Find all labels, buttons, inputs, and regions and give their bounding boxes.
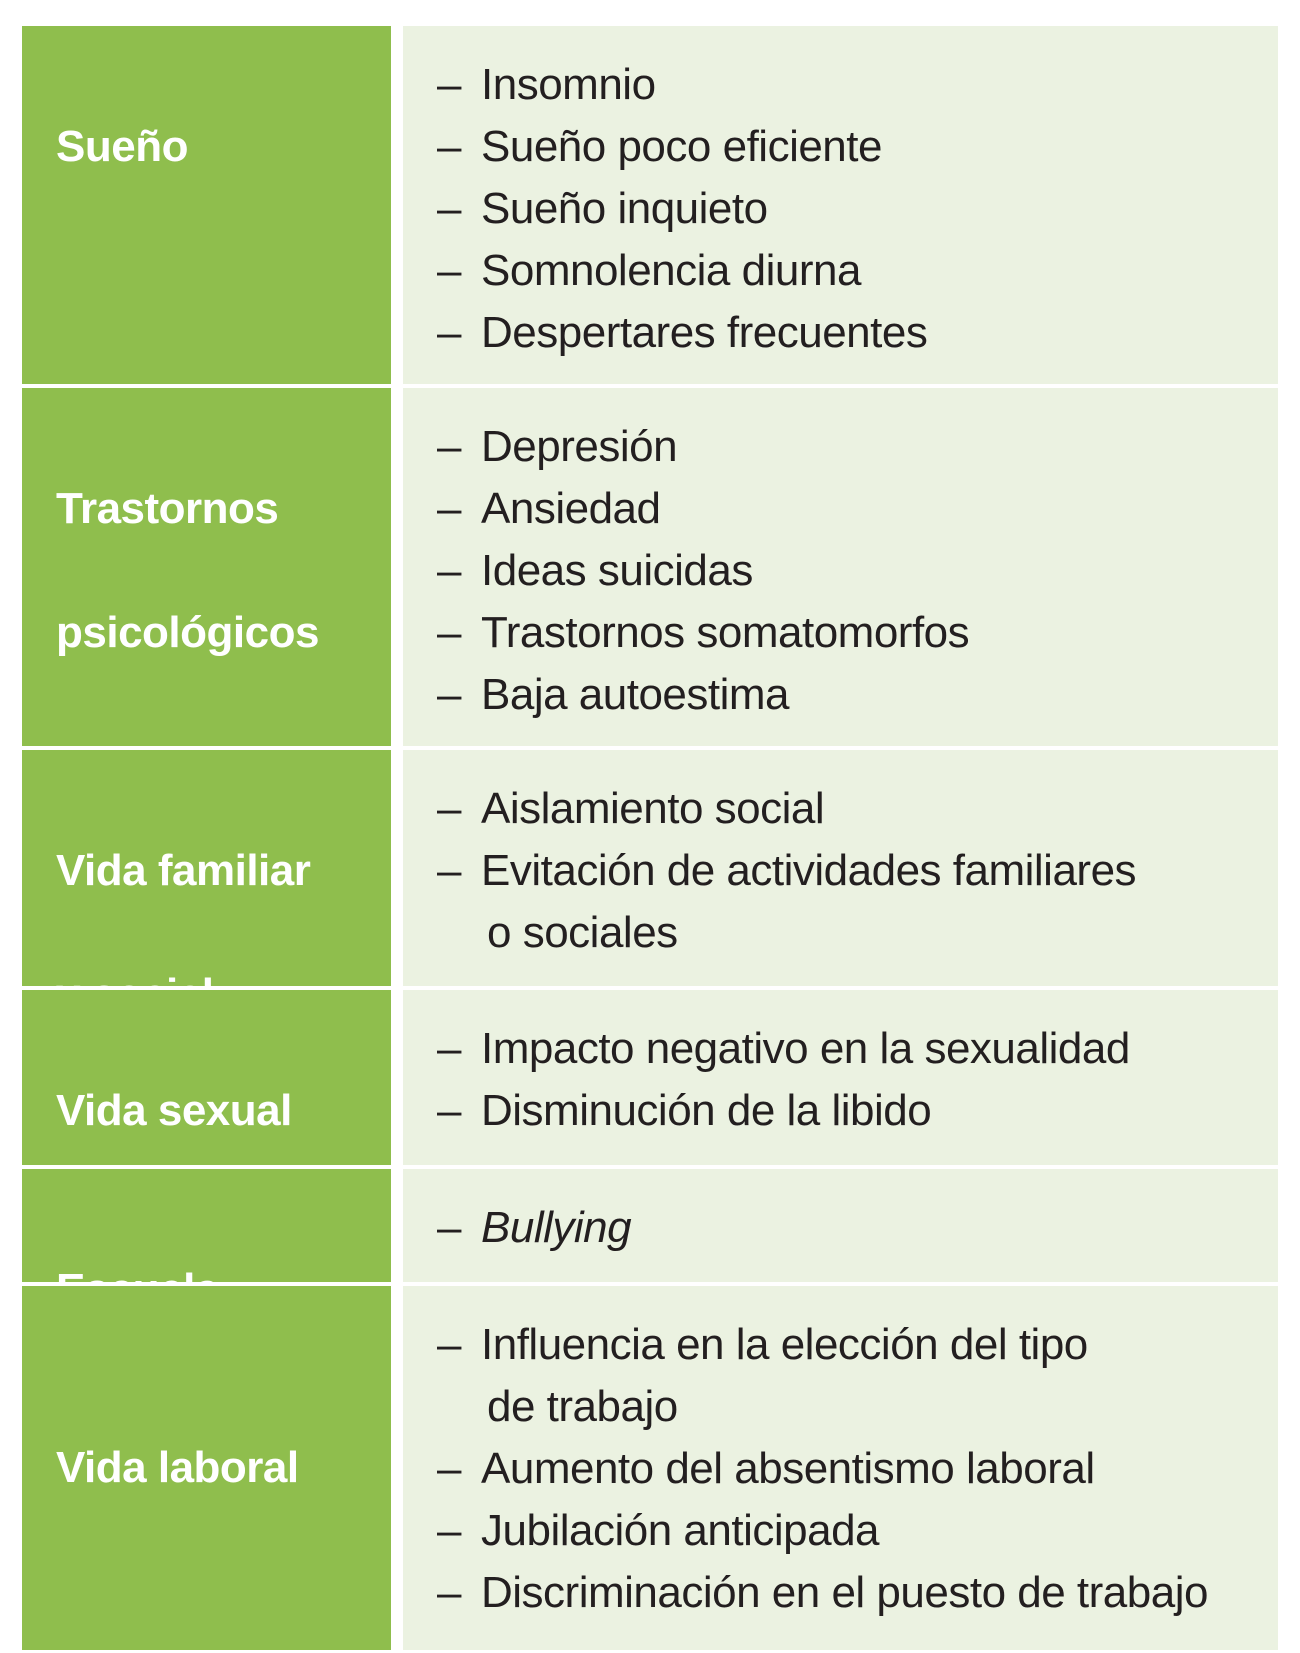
items-cell-sueno (391, 26, 1278, 384)
dash-bullet: – (437, 1506, 461, 1555)
item-text: Depresión (481, 422, 678, 471)
list-item (437, 1314, 1258, 1438)
dash-bullet: – (437, 184, 461, 233)
item-text: Aislamiento social (481, 784, 825, 833)
dash-bullet: – (437, 1086, 461, 1135)
category-cell-vida-laboral (22, 1286, 391, 1650)
category-label: Sueño (56, 122, 188, 171)
dash-bullet: – (437, 60, 461, 109)
list-item (437, 1080, 1258, 1142)
item-text: Bullying (481, 1203, 632, 1252)
item-text: Impacto negativo en la sexualidad (481, 1024, 1130, 1073)
item-text: Sueño inquieto (481, 184, 768, 233)
dash-bullet: – (437, 1203, 461, 1252)
items-cell-escuela (391, 1169, 1278, 1282)
dash-bullet: – (437, 1024, 461, 1073)
category-label: Vida sexual (56, 1086, 292, 1135)
list-item (437, 1562, 1258, 1624)
list-item (437, 602, 1258, 664)
category-cell-vida-sexual (22, 990, 391, 1165)
item-text: Somnolencia diurna (481, 246, 861, 295)
category-cell-trastornos (22, 388, 391, 746)
list-item (437, 116, 1258, 178)
item-text: Disminución de la libido (481, 1086, 932, 1135)
dash-bullet: – (437, 670, 461, 719)
dash-bullet: – (437, 608, 461, 657)
list-item (437, 302, 1258, 364)
dash-bullet: – (437, 1568, 461, 1617)
items-cell-vida-familiar (391, 750, 1278, 986)
items-cell-vida-sexual (391, 990, 1278, 1165)
item-text: Influencia en la elección del tipo (481, 1320, 1088, 1369)
list-item (437, 1500, 1258, 1562)
list-item (437, 1018, 1258, 1080)
impact-table (22, 26, 1278, 1630)
item-text: Sueño poco eficiente (481, 122, 882, 171)
dash-bullet: – (437, 484, 461, 533)
category-cell-escuela (22, 1169, 391, 1282)
item-continuation: o sociales (487, 908, 678, 957)
item-text: Baja autoestima (481, 670, 790, 719)
list-item (437, 240, 1258, 302)
list-item (437, 54, 1258, 116)
item-text: Ideas suicidas (481, 546, 753, 595)
dash-bullet: – (437, 1444, 461, 1493)
dash-bullet: – (437, 422, 461, 471)
list-item (437, 840, 1258, 964)
dash-bullet: – (437, 308, 461, 357)
dash-bullet: – (437, 784, 461, 833)
category-label-line-2: psicológicos (56, 608, 319, 657)
dash-bullet: – (437, 546, 461, 595)
items-cell-vida-laboral (391, 1286, 1278, 1650)
list-item (437, 478, 1258, 540)
list-item (437, 1438, 1258, 1500)
dash-bullet: – (437, 846, 461, 895)
list-item (437, 178, 1258, 240)
list-item (437, 664, 1258, 726)
category-label: Vida laboral (56, 1443, 299, 1492)
item-text: Insomnio (481, 60, 656, 109)
item-text: Aumento del absentismo laboral (481, 1444, 1095, 1493)
item-text: Evitación de actividades familiares (481, 846, 1137, 895)
item-text: Ansiedad (481, 484, 661, 533)
category-label-line-1: Vida familiar (56, 846, 311, 895)
category-cell-vida-familiar (22, 750, 391, 986)
items-cell-trastornos (391, 388, 1278, 746)
category-cell-sueno (22, 26, 391, 384)
item-continuation: de trabajo (487, 1382, 678, 1431)
list-item (437, 778, 1258, 840)
item-text: Trastornos somatomorfos (481, 608, 970, 657)
list-item (437, 540, 1258, 602)
category-label-line-1: Trastornos (56, 484, 279, 533)
item-text: Discriminación en el puesto de trabajo (481, 1568, 1208, 1617)
item-text: Despertares frecuentes (481, 308, 928, 357)
dash-bullet: – (437, 246, 461, 295)
dash-bullet: – (437, 122, 461, 171)
list-item (437, 1197, 1258, 1259)
list-item (437, 416, 1258, 478)
item-text: Jubilación anticipada (481, 1506, 880, 1555)
dash-bullet: – (437, 1320, 461, 1369)
